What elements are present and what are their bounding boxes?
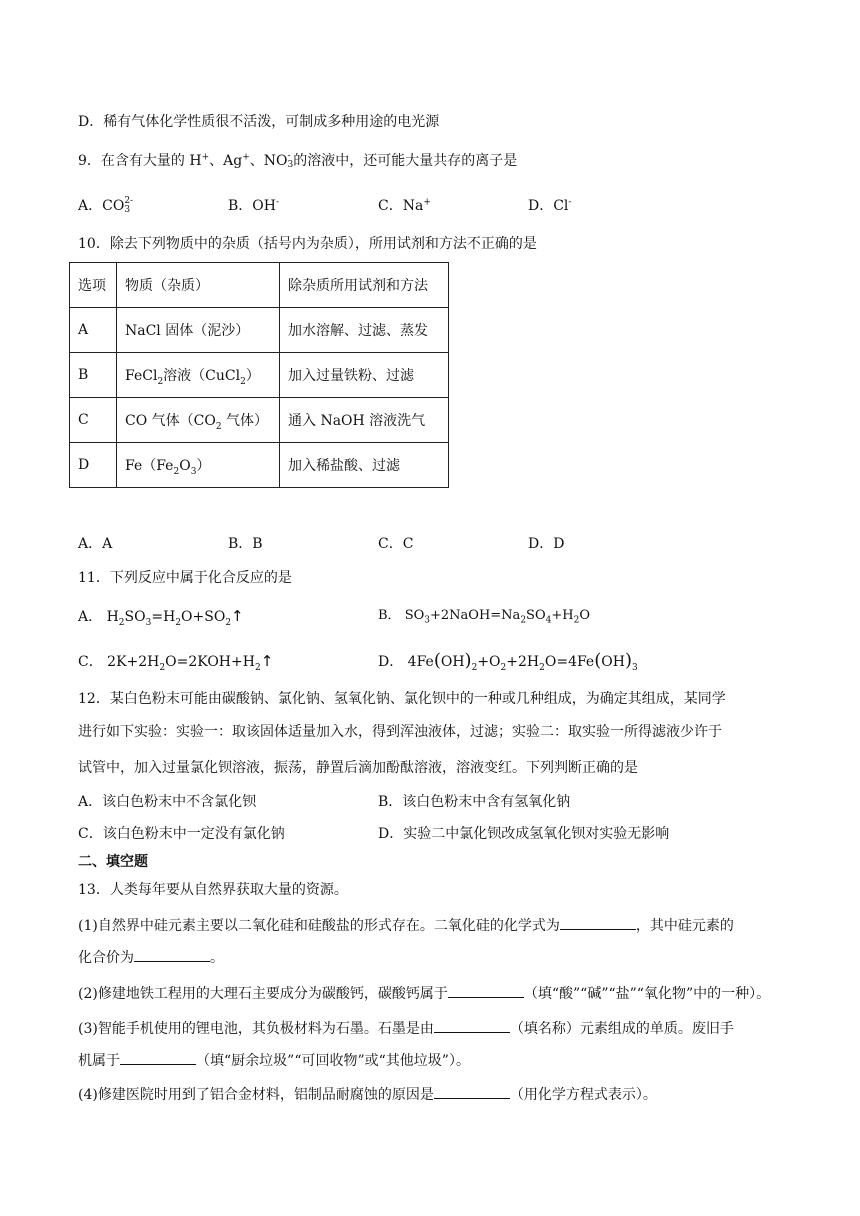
q13-part-1: (1)自然界中硅元素主要以二氧化硅和硅酸盐的形式存在。二氧化硅的化学式为 ，其中硅元素的 (78, 915, 734, 936)
q9-stem-c: 、NO (249, 153, 288, 169)
table-row (70, 443, 449, 488)
q13-part-3-cont: 机属于 （填“厨余垃圾”“可回收物”或“其他垃圾”）。 (78, 1050, 470, 1071)
table-cell-substance: CO 气体（$CO_2$ 气体） (117, 398, 280, 443)
q13-part-4: (4)修建医院时用到了铝合金材料，铝制品耐腐蚀的原因是 （用化学方程式表示）。 (78, 1084, 657, 1105)
answer-blank[interactable] (120, 1050, 196, 1065)
q12-option-a: A．该白色粉末中不含氯化钡 (78, 794, 257, 810)
q9-option-c: C．Na+ (378, 197, 431, 214)
q9-stem-a: 9．在含有大量的 H (78, 153, 202, 169)
q11-option-d: D． $4Fe(OH)_2+O_2+2H_2O=4Fe(OH)_3$ (378, 650, 638, 673)
table-header-cell: 选项 (70, 263, 117, 308)
answer-blank[interactable] (448, 983, 524, 998)
table-cell-method: 加水溶解、过滤、蒸发 (280, 308, 449, 353)
answer-blank[interactable] (434, 1084, 510, 1099)
table-row (70, 353, 449, 398)
table-header-cell: 物质（杂质） (117, 263, 280, 308)
q9-stem: 9．在含有大量的 H+、Ag+、NO - 3 的溶液中，还可能大量共存的离子是 (78, 151, 518, 170)
q9-option-b: B．OH- (228, 197, 280, 214)
q12-option-b: B．该白色粉末中含有氢氧化钠 (378, 794, 571, 810)
table-cell-option: D (70, 443, 117, 488)
q11-option-c: C． $2K+2H_2O=2KOH+H_2↑$ (78, 652, 274, 673)
table-cell-method: 通入 NaOH 溶液洗气 (280, 398, 449, 443)
table-row (70, 308, 449, 353)
q13-part-1-cont: 化合价为 。 (78, 947, 224, 968)
q12-line-3: 试管中，加入过量氯化钡溶液，振荡，静置后滴加酚酞溶液，溶液变红。下列判断正确的是 (78, 760, 638, 776)
table-row (70, 398, 449, 443)
q12-option-d: D．实验二中氯化钡改成氢氧化钡对实验无影响 (378, 826, 670, 842)
q8-option-d: D．稀有气体化学性质很不活泼，可制成多种用途的电光源 (78, 114, 440, 130)
q9-option-d: D．Cl- (528, 197, 572, 214)
q9-stem-d: 的溶液中，还可能大量共存的离子是 (293, 153, 518, 169)
q10-option-b: B．B (228, 536, 263, 552)
q10-option-a: A．A (78, 536, 113, 552)
table-cell-method: 加入稀盐酸、过滤 (280, 443, 449, 488)
answer-blank[interactable] (134, 947, 210, 962)
section-title: 二、填空题 (78, 854, 148, 870)
answer-blank[interactable] (434, 1018, 510, 1033)
q11-option-a: A． $H_2SO_3=H_2O+SO_2↑$ (78, 607, 244, 628)
q11-stem: 11．下列反应中属于化合反应的是 (78, 570, 292, 586)
table-cell-substance: NaCl 固体（泥沙） (117, 308, 280, 353)
table-cell-substance: $Fe(Fe_2O_3)$ (117, 443, 280, 488)
table-cell-option: B (70, 353, 117, 398)
answer-blank[interactable] (560, 915, 636, 930)
table-cell-option: A (70, 308, 117, 353)
q10-table (69, 262, 449, 488)
q10-stem: 10．除去下列物质中的杂质（括号内为杂质），所用试剂和方法不正确的是 (78, 236, 537, 252)
table-cell-substance: FeCl$_2$溶液（CuCl$_2$） (117, 353, 280, 398)
q12-option-c: C．该白色粉末中一定没有氯化钠 (78, 826, 285, 842)
q13-part-3: (3)智能手机使用的锂电池，其负极材料为石墨。石墨是由 （填名称）元素组成的单质。废旧手 (78, 1018, 734, 1039)
table-cell-option: C (70, 398, 117, 443)
q12-line-1: 12．某白色粉末可能由碳酸钠、氯化钠、氢氧化钠、氯化钡中的一种或几种组成，为确定其组成，某同学 (78, 691, 726, 707)
q11-option-b: B． $SO_3+2NaOH=Na_2SO_4+H_2O$ (378, 608, 590, 626)
q9-option-a: A．CO 2- 3 (78, 196, 134, 215)
q9-stem-b: 、Ag (209, 153, 243, 169)
table-cell-method: 加入过量铁粉、过滤 (280, 353, 449, 398)
q10-option-c: C．C (378, 536, 414, 552)
q12-line-2: 进行如下实验：实验一：取该固体适量加入水，得到浑浊液体，过滤；实验二：取实验一所得滤液少许于 (78, 724, 722, 740)
table-header-cell: 除杂质所用试剂和方法 (280, 263, 449, 308)
table-header-row (70, 263, 449, 308)
q13-part-2: (2)修建地铁工程用的大理石主要成分为碳酸钙，碳酸钙属于 （填“酸”“碱”“盐”“氧化物”中的一种）。 (78, 983, 770, 1004)
q13-stem: 13．人类每年要从自然界获取大量的资源。 (78, 882, 348, 898)
q10-option-d: D．D (528, 536, 565, 552)
